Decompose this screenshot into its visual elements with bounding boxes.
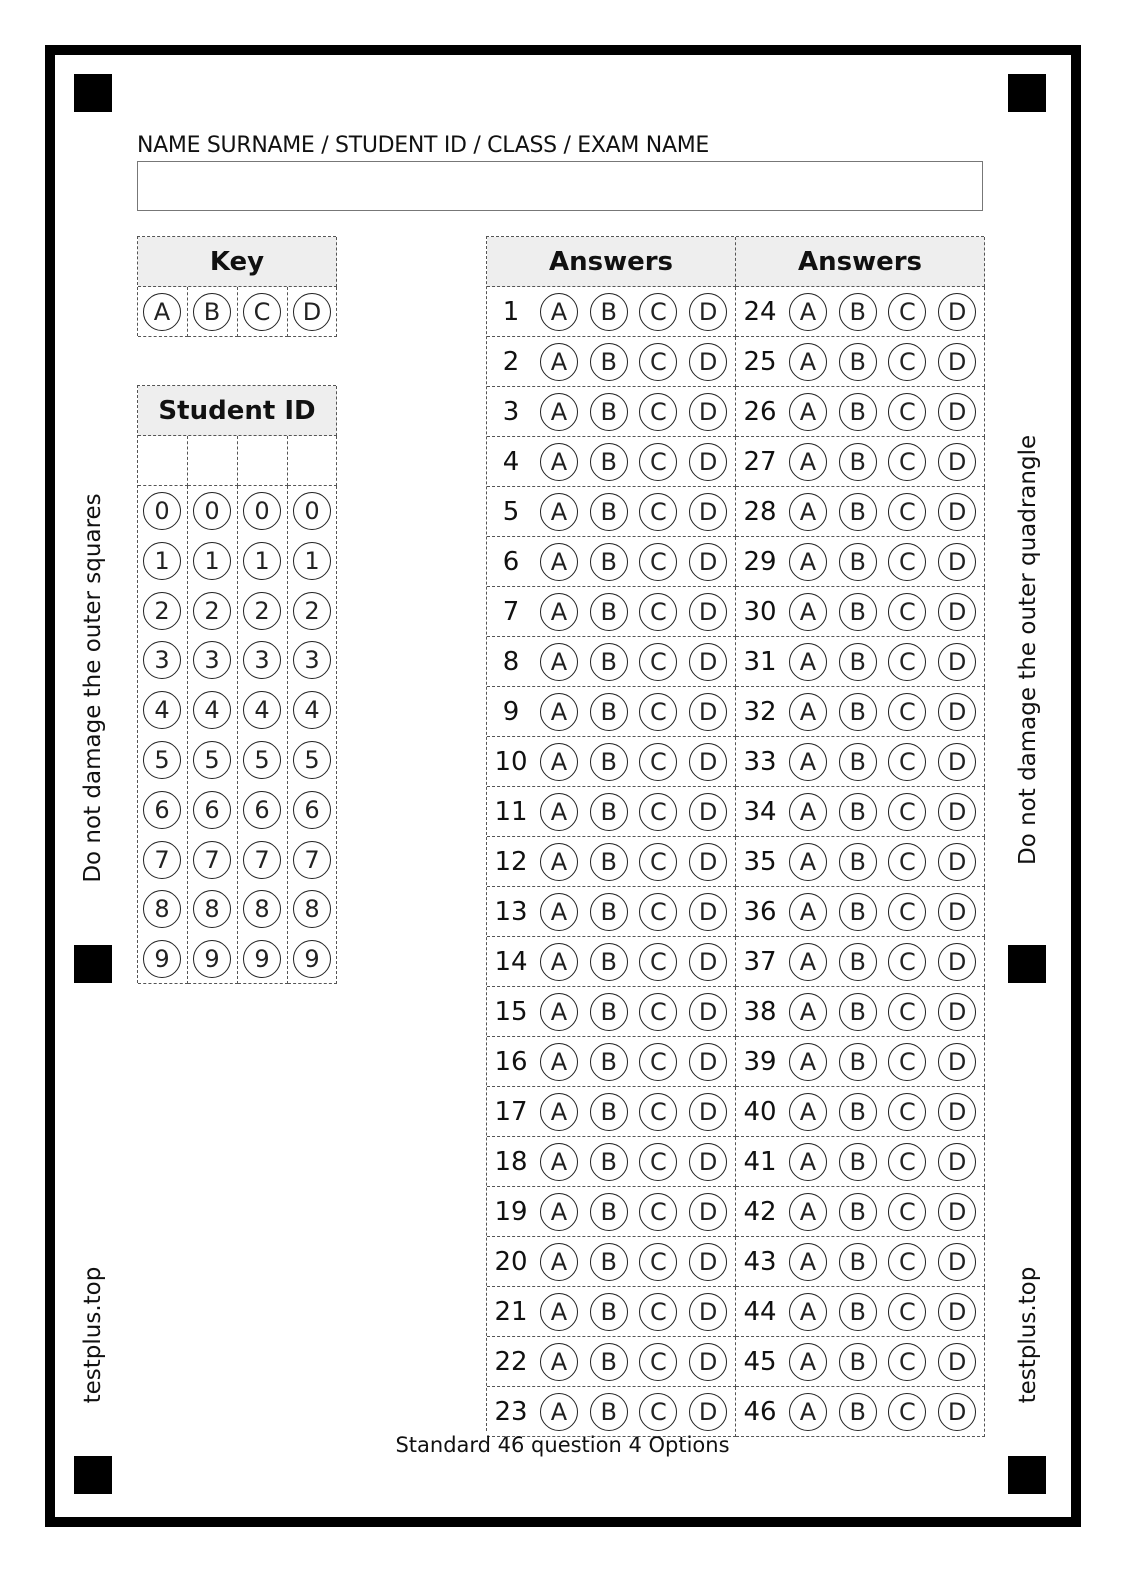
question-number: 11 (494, 797, 528, 827)
answer-bubble-c[interactable]: C (888, 1093, 926, 1131)
answer-bubble-a[interactable]: A (540, 943, 578, 981)
student-id-bubble-4[interactable]: 4 (293, 691, 331, 729)
answer-bubble-a[interactable]: A (789, 843, 827, 881)
answer-bubble-b[interactable]: B (590, 443, 628, 481)
answer-bubble-a[interactable]: A (789, 393, 827, 431)
answer-bubble-a[interactable]: A (540, 1143, 578, 1181)
question-number: 24 (743, 297, 777, 327)
answer-bubble-c[interactable]: C (888, 993, 926, 1031)
answer-bubble-b[interactable]: B (839, 1143, 877, 1181)
answer-bubble-a[interactable]: A (789, 693, 827, 731)
answer-bubble-a[interactable]: A (789, 293, 827, 331)
answer-bubble-b[interactable]: B (839, 743, 877, 781)
answer-bubble-d[interactable]: D (938, 743, 976, 781)
student-id-bubble-0[interactable]: 0 (293, 492, 331, 530)
answer-bubble-d[interactable]: D (689, 1043, 727, 1081)
answer-bubble-a[interactable]: A (540, 1343, 578, 1381)
answer-bubble-d[interactable]: D (938, 1343, 976, 1381)
question-number: 13 (494, 897, 528, 927)
student-id-bubble-3[interactable]: 3 (193, 641, 231, 679)
question-number: 41 (743, 1147, 777, 1177)
answer-bubble-c[interactable]: C (639, 443, 677, 481)
answer-bubble-d[interactable]: D (938, 993, 976, 1031)
answer-bubble-b[interactable]: B (590, 743, 628, 781)
answer-bubble-c[interactable]: C (888, 543, 926, 581)
student-id-bubble-1[interactable]: 1 (143, 542, 181, 580)
question-number: 14 (494, 947, 528, 977)
question-number: 42 (743, 1197, 777, 1227)
student-id-bubble-1[interactable]: 1 (243, 542, 281, 580)
student-id-bubble-7[interactable]: 7 (193, 841, 231, 879)
student-id-bubble-5[interactable]: 5 (193, 741, 231, 779)
answer-bubble-d[interactable]: D (689, 743, 727, 781)
answer-bubble-c[interactable]: C (888, 343, 926, 381)
answer-bubble-b[interactable]: B (839, 1093, 877, 1131)
answer-bubble-c[interactable]: C (888, 293, 926, 331)
student-id-bubble-2[interactable]: 2 (293, 592, 331, 630)
student-id-bubble-3[interactable]: 3 (243, 641, 281, 679)
answer-bubble-c[interactable]: C (888, 843, 926, 881)
student-id-bubble-6[interactable]: 6 (293, 791, 331, 829)
answer-bubble-b[interactable]: B (590, 1143, 628, 1181)
student-id-write-box[interactable] (288, 436, 337, 486)
left-warning-text: Do not damage the outer squares (80, 493, 106, 883)
answer-bubble-d[interactable]: D (938, 1243, 976, 1281)
answer-bubble-a[interactable]: A (789, 743, 827, 781)
answer-bubble-d[interactable]: D (689, 993, 727, 1031)
answer-bubble-c[interactable]: C (888, 1143, 926, 1181)
student-id-bubble-1[interactable]: 1 (193, 542, 231, 580)
answer-bubble-a[interactable]: A (789, 993, 827, 1031)
answer-bubble-a[interactable]: A (540, 843, 578, 881)
student-id-bubble-0[interactable]: 0 (243, 492, 281, 530)
answer-bubble-c[interactable]: C (888, 1393, 926, 1431)
answer-bubble-d[interactable]: D (938, 293, 976, 331)
answer-bubble-a[interactable]: A (540, 643, 578, 681)
question-number: 26 (743, 397, 777, 427)
answer-bubble-a[interactable]: A (540, 1393, 578, 1431)
student-id-bubble-2[interactable]: 2 (193, 592, 231, 630)
answer-bubble-c[interactable]: C (639, 643, 677, 681)
corner-marker-top-right (1008, 74, 1046, 112)
question-number: 38 (743, 997, 777, 1027)
student-id-bubble-6[interactable]: 6 (143, 791, 181, 829)
answer-bubble-a[interactable]: A (540, 543, 578, 581)
answer-bubble-c[interactable]: C (888, 493, 926, 531)
student-id-bubble-5[interactable]: 5 (293, 741, 331, 779)
answer-bubble-d[interactable]: D (689, 443, 727, 481)
student-id-bubble-2[interactable]: 2 (243, 592, 281, 630)
question-number: 31 (743, 647, 777, 677)
student-id-bubble-3[interactable]: 3 (143, 641, 181, 679)
answer-bubble-d[interactable]: D (938, 443, 976, 481)
answer-bubble-a[interactable]: A (540, 1093, 578, 1131)
student-id-bubble-4[interactable]: 4 (243, 691, 281, 729)
answer-bubble-c[interactable]: C (639, 543, 677, 581)
answer-bubble-b[interactable]: B (590, 1193, 628, 1231)
question-number: 43 (743, 1247, 777, 1277)
answer-bubble-d[interactable]: D (689, 543, 727, 581)
answer-bubble-d[interactable]: D (938, 593, 976, 631)
student-id-write-box[interactable] (138, 436, 188, 486)
question-number: 28 (743, 497, 777, 527)
answer-bubble-d[interactable]: D (938, 793, 976, 831)
student-id-bubble-3[interactable]: 3 (293, 641, 331, 679)
answer-bubble-d[interactable]: D (938, 843, 976, 881)
answer-bubble-b[interactable]: B (590, 1093, 628, 1131)
answer-bubble-a[interactable]: A (540, 443, 578, 481)
student-id-write-box[interactable] (238, 436, 288, 486)
answer-bubble-d[interactable]: D (689, 1143, 727, 1181)
answer-bubble-d[interactable]: D (689, 293, 727, 331)
question-number: 18 (494, 1147, 528, 1177)
question-number: 15 (494, 997, 528, 1027)
answer-bubble-c[interactable]: C (639, 593, 677, 631)
answer-bubble-d[interactable]: D (938, 643, 976, 681)
answer-bubble-d[interactable]: D (938, 1143, 976, 1181)
answer-bubble-c[interactable]: C (888, 443, 926, 481)
answer-bubble-a[interactable]: A (540, 293, 578, 331)
answer-bubble-b[interactable]: B (839, 293, 877, 331)
answer-bubble-a[interactable]: A (540, 343, 578, 381)
answer-bubble-b[interactable]: B (590, 493, 628, 531)
answer-bubble-d[interactable]: D (938, 1393, 976, 1431)
answer-bubble-a[interactable]: A (789, 893, 827, 931)
answer-bubble-b[interactable]: B (590, 1393, 628, 1431)
answer-bubble-c[interactable]: C (639, 1093, 677, 1131)
answer-bubble-c[interactable]: C (639, 1393, 677, 1431)
answer-bubble-b[interactable]: B (839, 893, 877, 931)
answer-bubble-b[interactable]: B (839, 1193, 877, 1231)
answer-bubble-a[interactable]: A (540, 993, 578, 1031)
answer-bubble-a[interactable]: A (540, 1193, 578, 1231)
answer-bubble-b[interactable]: B (839, 1243, 877, 1281)
answer-bubble-c[interactable]: C (888, 743, 926, 781)
answer-bubble-a[interactable]: A (789, 1393, 827, 1431)
question-number: 3 (502, 397, 520, 427)
question-number: 4 (502, 447, 520, 477)
answers-column-title: Answers (487, 237, 736, 287)
answer-bubble-c[interactable]: C (639, 843, 677, 881)
student-id-bubble-9[interactable]: 9 (143, 940, 181, 978)
answer-bubble-c[interactable]: C (639, 1043, 677, 1081)
answer-bubble-c[interactable]: C (639, 1143, 677, 1181)
answer-bubble-b[interactable]: B (590, 393, 628, 431)
question-number: 25 (743, 347, 777, 377)
answer-bubble-a[interactable]: A (540, 1243, 578, 1281)
student-id-bubble-5[interactable]: 5 (143, 741, 181, 779)
corner-marker-bottom-right (1008, 1456, 1046, 1494)
question-number: 9 (502, 697, 520, 727)
answer-bubble-c[interactable]: C (639, 1193, 677, 1231)
answer-bubble-d[interactable]: D (938, 1093, 976, 1131)
answer-bubble-b[interactable]: B (590, 943, 628, 981)
answer-bubble-d[interactable]: D (689, 1193, 727, 1231)
answer-bubble-b[interactable]: B (590, 1343, 628, 1381)
left-site-text: testplus.top (80, 1266, 106, 1404)
student-id-bubble-6[interactable]: 6 (243, 791, 281, 829)
student-id-bubble-6[interactable]: 6 (193, 791, 231, 829)
answer-bubble-a[interactable]: A (789, 1093, 827, 1131)
answer-bubble-d[interactable]: D (689, 793, 727, 831)
answer-bubble-c[interactable]: C (639, 693, 677, 731)
answer-bubble-b[interactable]: B (590, 593, 628, 631)
answer-bubble-b[interactable]: B (839, 593, 877, 631)
student-id-bubble-0[interactable]: 0 (193, 492, 231, 530)
key-bubble-b[interactable]: B (193, 293, 231, 331)
sheet-footer: Standard 46 question 4 Options (395, 1433, 730, 1457)
answer-bubble-b[interactable]: B (839, 1293, 877, 1331)
question-number: 27 (743, 447, 777, 477)
answer-bubble-b[interactable]: B (839, 443, 877, 481)
answer-bubble-a[interactable]: A (540, 1043, 578, 1081)
answer-bubble-d[interactable]: D (689, 393, 727, 431)
answer-bubble-c[interactable]: C (639, 393, 677, 431)
question-number: 46 (743, 1397, 777, 1427)
answer-bubble-d[interactable]: D (689, 893, 727, 931)
answer-bubble-c[interactable]: C (888, 1343, 926, 1381)
question-number: 7 (502, 597, 520, 627)
student-id-bubble-7[interactable]: 7 (243, 841, 281, 879)
question-number: 10 (494, 747, 528, 777)
student-id-bubble-8[interactable]: 8 (243, 890, 281, 928)
answer-bubble-d[interactable]: D (689, 1243, 727, 1281)
question-number: 12 (494, 847, 528, 877)
answer-bubble-d[interactable]: D (689, 1343, 727, 1381)
answer-bubble-d[interactable]: D (938, 1293, 976, 1331)
answer-bubble-a[interactable]: A (789, 593, 827, 631)
answer-bubble-d[interactable]: D (938, 693, 976, 731)
answer-bubble-c[interactable]: C (888, 943, 926, 981)
answer-bubble-c[interactable]: C (888, 793, 926, 831)
answer-bubble-c[interactable]: C (639, 893, 677, 931)
answer-bubble-d[interactable]: D (689, 343, 727, 381)
student-id-title: Student ID (138, 386, 337, 436)
answer-bubble-b[interactable]: B (590, 843, 628, 881)
answer-bubble-d[interactable]: D (689, 1093, 727, 1131)
question-number: 40 (743, 1097, 777, 1127)
answer-bubble-c[interactable]: C (639, 993, 677, 1031)
answer-bubble-c[interactable]: C (888, 893, 926, 931)
answer-bubble-d[interactable]: D (689, 593, 727, 631)
answer-bubble-a[interactable]: A (789, 1043, 827, 1081)
answer-bubble-b[interactable]: B (839, 943, 877, 981)
question-number: 30 (743, 597, 777, 627)
answer-bubble-a[interactable]: A (789, 493, 827, 531)
side-marker-left (74, 945, 112, 983)
answer-bubble-b[interactable]: B (590, 1043, 628, 1081)
answer-bubble-c[interactable]: C (888, 643, 926, 681)
answer-bubble-a[interactable]: A (789, 443, 827, 481)
answer-bubble-c[interactable]: C (639, 1243, 677, 1281)
answer-bubble-c[interactable]: C (888, 393, 926, 431)
answer-bubble-d[interactable]: D (689, 643, 727, 681)
question-number: 21 (494, 1297, 528, 1327)
answer-bubble-a[interactable]: A (540, 593, 578, 631)
answer-bubble-a[interactable]: A (540, 1293, 578, 1331)
answer-bubble-c[interactable]: C (888, 693, 926, 731)
side-marker-right (1008, 945, 1046, 983)
question-number: 39 (743, 1047, 777, 1077)
answer-bubble-a[interactable]: A (789, 1293, 827, 1331)
answer-bubble-a[interactable]: A (789, 1193, 827, 1231)
right-site-text: testplus.top (1015, 1266, 1041, 1404)
answer-bubble-b[interactable]: B (839, 993, 877, 1031)
answer-bubble-d[interactable]: D (938, 393, 976, 431)
answer-bubble-a[interactable]: A (789, 1343, 827, 1381)
answers-panel (486, 236, 984, 1431)
question-number: 22 (494, 1347, 528, 1377)
student-id-bubble-4[interactable]: 4 (143, 691, 181, 729)
student-id-bubble-7[interactable]: 7 (293, 841, 331, 879)
key-bubble-d[interactable]: D (293, 293, 331, 331)
answer-bubble-c[interactable]: C (888, 1243, 926, 1281)
answer-bubble-b[interactable]: B (590, 1243, 628, 1281)
answer-bubble-a[interactable]: A (789, 1243, 827, 1281)
student-id-bubble-9[interactable]: 9 (193, 940, 231, 978)
answer-bubble-d[interactable]: D (938, 543, 976, 581)
answer-bubble-d[interactable]: D (938, 893, 976, 931)
student-id-bubble-9[interactable]: 9 (243, 940, 281, 978)
student-id-bubble-7[interactable]: 7 (143, 841, 181, 879)
answer-bubble-b[interactable]: B (839, 1393, 877, 1431)
answer-bubble-c[interactable]: C (639, 793, 677, 831)
answer-bubble-b[interactable]: B (590, 643, 628, 681)
answer-bubble-b[interactable]: B (839, 643, 877, 681)
answer-bubble-c[interactable]: C (639, 1293, 677, 1331)
answers-column-title: Answers (736, 237, 985, 287)
answer-bubble-b[interactable]: B (590, 893, 628, 931)
answer-bubble-b[interactable]: B (839, 1043, 877, 1081)
answer-bubble-d[interactable]: D (938, 343, 976, 381)
name-field-label: NAME SURNAME / STUDENT ID / CLASS / EXAM NAME (137, 133, 709, 158)
answer-bubble-a[interactable]: A (789, 643, 827, 681)
student-id-write-box[interactable] (188, 436, 238, 486)
answer-bubble-c[interactable]: C (888, 1193, 926, 1231)
answer-bubble-b[interactable]: B (590, 1293, 628, 1331)
question-number: 1 (502, 297, 520, 327)
student-id-bubble-1[interactable]: 1 (293, 542, 331, 580)
question-number: 6 (502, 547, 520, 577)
answer-bubble-b[interactable]: B (839, 343, 877, 381)
question-number: 29 (743, 547, 777, 577)
answer-bubble-b[interactable]: B (590, 293, 628, 331)
answer-bubble-c[interactable]: C (888, 593, 926, 631)
answer-bubble-a[interactable]: A (540, 893, 578, 931)
question-number: 44 (743, 1297, 777, 1327)
answer-bubble-b[interactable]: B (839, 393, 877, 431)
key-bubble-a[interactable]: A (143, 293, 181, 331)
question-number: 23 (494, 1397, 528, 1427)
answer-bubble-d[interactable]: D (689, 493, 727, 531)
key-panel (137, 236, 336, 336)
question-number: 45 (743, 1347, 777, 1377)
answer-bubble-c[interactable]: C (888, 1293, 926, 1331)
answer-bubble-d[interactable]: D (938, 1193, 976, 1231)
answer-bubble-c[interactable]: C (639, 493, 677, 531)
question-number: 19 (494, 1197, 528, 1227)
question-number: 35 (743, 847, 777, 877)
answer-bubble-b[interactable]: B (839, 1343, 877, 1381)
answer-bubble-b[interactable]: B (839, 793, 877, 831)
question-number: 36 (743, 897, 777, 927)
student-id-bubble-8[interactable]: 8 (143, 890, 181, 928)
answer-bubble-d[interactable]: D (689, 693, 727, 731)
question-number: 2 (502, 347, 520, 377)
answer-bubble-c[interactable]: C (639, 743, 677, 781)
key-bubble-c[interactable]: C (243, 293, 281, 331)
answer-bubble-c[interactable]: C (639, 343, 677, 381)
answer-bubble-a[interactable]: A (789, 343, 827, 381)
student-id-panel (137, 385, 336, 983)
question-number: 33 (743, 747, 777, 777)
answer-bubble-c[interactable]: C (639, 293, 677, 331)
answer-bubble-b[interactable]: B (839, 493, 877, 531)
question-number: 17 (494, 1097, 528, 1127)
answer-bubble-b[interactable]: B (590, 543, 628, 581)
answer-bubble-a[interactable]: A (540, 693, 578, 731)
student-id-bubble-4[interactable]: 4 (193, 691, 231, 729)
corner-marker-top-left (74, 74, 112, 112)
question-number: 37 (743, 947, 777, 977)
question-number: 8 (502, 647, 520, 677)
answer-bubble-c[interactable]: C (888, 1043, 926, 1081)
answer-bubble-d[interactable]: D (938, 493, 976, 531)
answer-bubble-d[interactable]: D (689, 1293, 727, 1331)
answer-bubble-d[interactable]: D (938, 1043, 976, 1081)
answer-bubble-c[interactable]: C (639, 943, 677, 981)
answer-bubble-a[interactable]: A (540, 743, 578, 781)
answer-bubble-a[interactable]: A (789, 943, 827, 981)
question-number: 20 (494, 1247, 528, 1277)
right-warning-text: Do not damage the outer quadrangle (1015, 434, 1041, 865)
name-field[interactable] (137, 161, 983, 211)
answer-bubble-d[interactable]: D (689, 843, 727, 881)
answer-bubble-a[interactable]: A (789, 543, 827, 581)
question-number: 32 (743, 697, 777, 727)
answer-bubble-b[interactable]: B (839, 543, 877, 581)
answer-bubble-a[interactable]: A (540, 793, 578, 831)
student-id-bubble-2[interactable]: 2 (143, 592, 181, 630)
answer-bubble-b[interactable]: B (839, 693, 877, 731)
answer-bubble-b[interactable]: B (590, 793, 628, 831)
corner-marker-bottom-left (74, 1456, 112, 1494)
question-number: 34 (743, 797, 777, 827)
question-number: 16 (494, 1047, 528, 1077)
answer-bubble-a[interactable]: A (789, 1143, 827, 1181)
answer-bubble-a[interactable]: A (540, 393, 578, 431)
answer-bubble-d[interactable]: D (689, 1393, 727, 1431)
answer-bubble-c[interactable]: C (639, 1343, 677, 1381)
answer-bubble-d[interactable]: D (689, 943, 727, 981)
answer-bubble-b[interactable]: B (590, 993, 628, 1031)
student-id-bubble-9[interactable]: 9 (293, 940, 331, 978)
answer-bubble-a[interactable]: A (789, 793, 827, 831)
answer-bubble-b[interactable]: B (839, 843, 877, 881)
answer-bubble-b[interactable]: B (590, 693, 628, 731)
question-number: 5 (502, 497, 520, 527)
answer-bubble-a[interactable]: A (540, 493, 578, 531)
student-id-bubble-0[interactable]: 0 (143, 492, 181, 530)
key-title: Key (138, 237, 337, 287)
answer-bubble-b[interactable]: B (590, 343, 628, 381)
student-id-bubble-8[interactable]: 8 (193, 890, 231, 928)
student-id-bubble-5[interactable]: 5 (243, 741, 281, 779)
student-id-bubble-8[interactable]: 8 (293, 890, 331, 928)
answer-bubble-d[interactable]: D (938, 943, 976, 981)
